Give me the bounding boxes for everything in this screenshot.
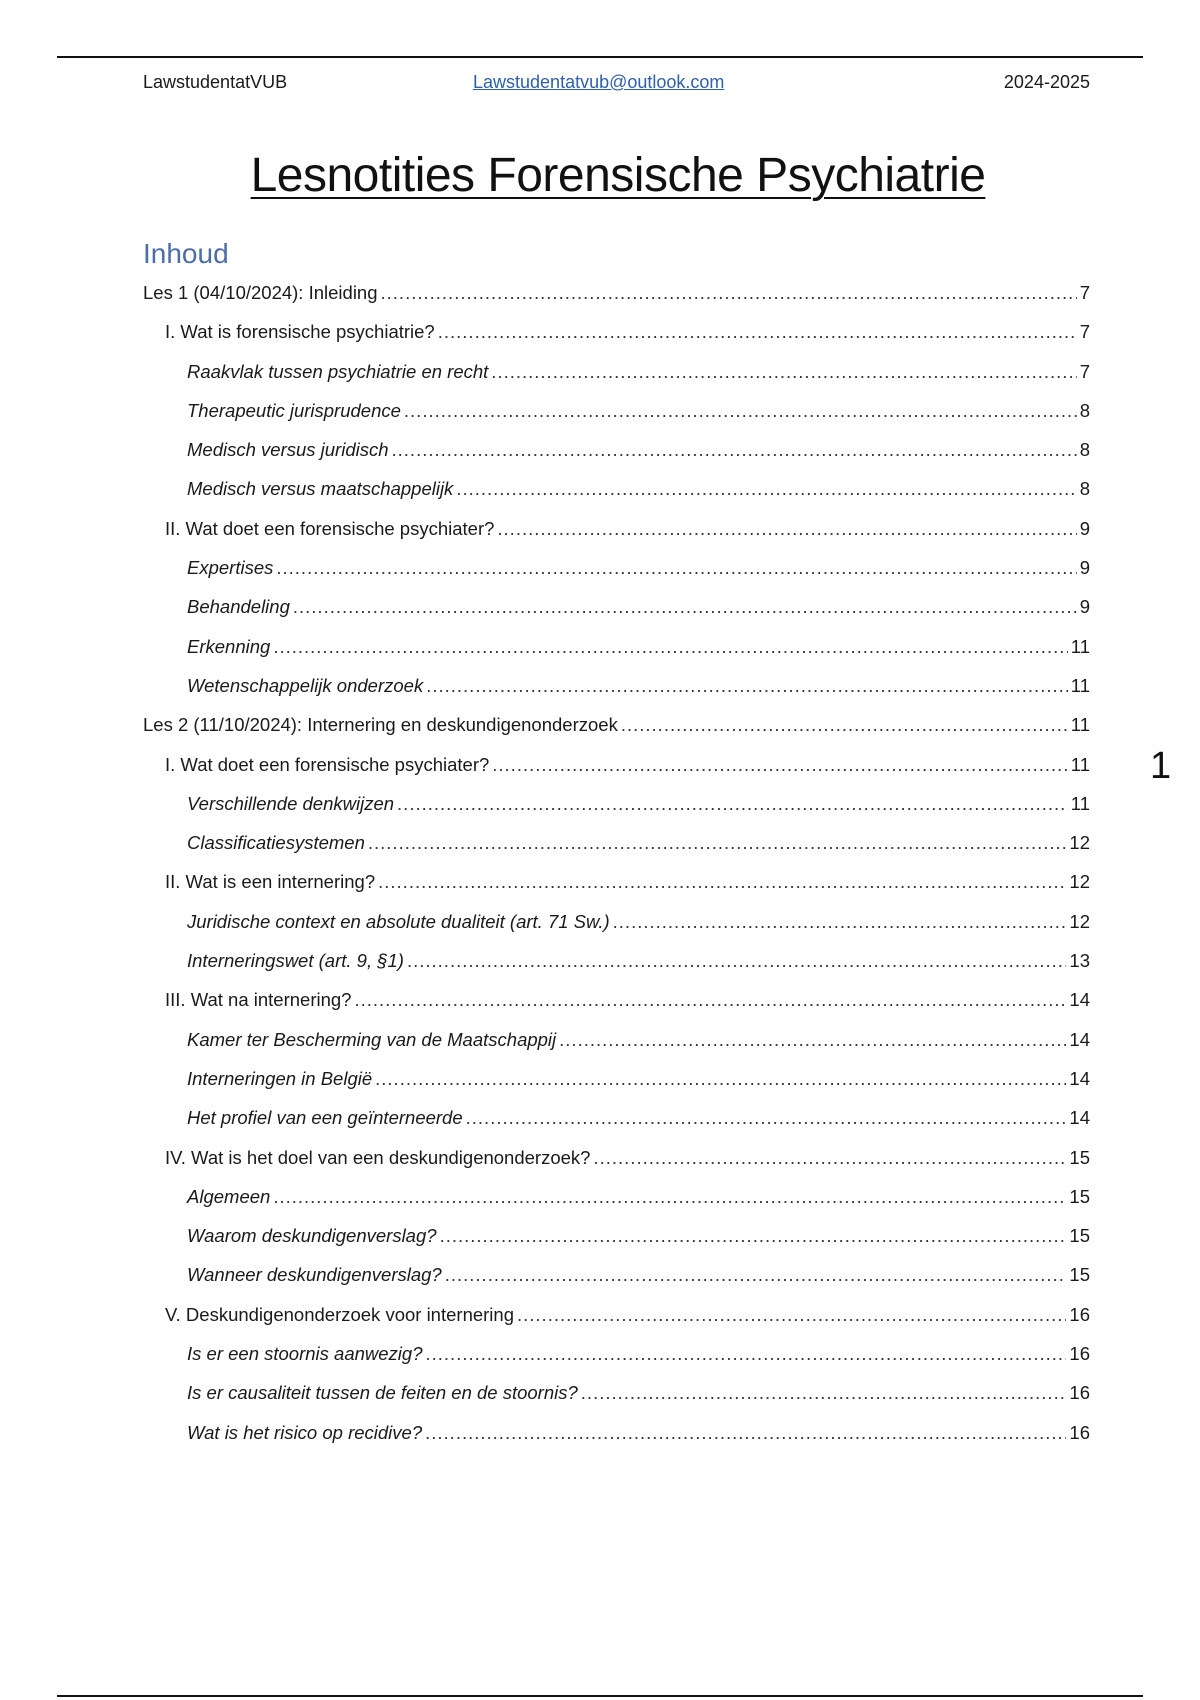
footer-rule	[57, 1695, 1143, 1697]
toc-entry-page: 12	[1069, 832, 1090, 854]
toc-leader-dots	[276, 548, 1076, 587]
toc-entry-page: 8	[1079, 399, 1090, 421]
toc-entry-label: Algemeen	[187, 1185, 271, 1207]
toc-leader-dots	[378, 862, 1066, 901]
toc-entry-label: Interneringen in België	[187, 1067, 373, 1089]
page-header	[143, 72, 1090, 98]
toc-entry-page: 7	[1079, 321, 1090, 343]
toc-leader-dots	[559, 1020, 1066, 1059]
toc-leader-dots	[354, 980, 1066, 1019]
toc-entry-page: 11	[1070, 792, 1090, 814]
toc-leader-dots	[440, 1216, 1067, 1255]
toc-leader-dots	[375, 1059, 1066, 1098]
toc-entry-label: Verschillende denkwijzen	[187, 792, 395, 814]
toc-entry[interactable]	[143, 312, 1090, 351]
toc-leader-dots	[581, 1373, 1067, 1412]
toc-entry[interactable]	[143, 548, 1090, 587]
toc-leader-dots	[426, 1334, 1067, 1373]
toc-entry-label: I. Wat doet een forensische psychiater?	[165, 753, 490, 775]
toc-leader-dots	[456, 469, 1076, 508]
header-year: 2024-2025	[1003, 72, 1090, 92]
toc-entry-label: Is er een stoornis aanwezig?	[187, 1343, 423, 1365]
toc-entry-page: 8	[1079, 439, 1090, 461]
toc-entry-label: Medisch versus maatschappelijk	[187, 478, 454, 500]
toc-entry-label: Medisch versus juridisch	[187, 439, 389, 461]
toc-entry-page: 8	[1079, 478, 1090, 500]
toc-leader-dots	[426, 666, 1068, 705]
toc-entry-label: Waarom deskundigenverslag?	[187, 1225, 437, 1247]
toc-entry-label: Kamer ter Bescherming van de Maatschappij	[187, 1028, 557, 1050]
toc-leader-dots	[593, 1138, 1066, 1177]
header-author: LawstudentatVUB	[143, 72, 288, 92]
header-email-link[interactable]: Lawstudentatvub@outlook.com	[473, 72, 725, 92]
toc-entry-label: Raakvlak tussen psychiatrie en recht	[187, 360, 489, 382]
toc-leader-dots	[425, 1413, 1066, 1452]
toc-entry-label: Behandeling	[187, 596, 290, 618]
toc-entry-page: 16	[1069, 1303, 1090, 1325]
toc-entry-page: 15	[1069, 1264, 1090, 1286]
toc-leader-dots	[404, 391, 1077, 430]
toc-entry[interactable]	[143, 430, 1090, 469]
toc-entry-label: I. Wat is forensische psychiatrie?	[165, 321, 435, 343]
toc-leader-dots	[397, 784, 1068, 823]
toc-entry[interactable]	[143, 705, 1090, 744]
toc-entry-page: 12	[1069, 871, 1090, 893]
toc-entry-label: Les 1 (04/10/2024): Inleiding	[143, 282, 378, 303]
toc-heading: Inhoud	[143, 238, 229, 269]
toc-entry[interactable]	[143, 352, 1090, 391]
toc-entry[interactable]	[143, 823, 1090, 862]
toc-leader-dots	[491, 352, 1076, 391]
toc-entry[interactable]	[143, 627, 1090, 666]
toc-entry-label: Interneringswet (art. 9, §1)	[187, 950, 404, 972]
toc-entry-page: 16	[1069, 1343, 1090, 1365]
toc-entry-page: 15	[1069, 1146, 1090, 1168]
toc-entry[interactable]	[143, 941, 1090, 980]
toc-leader-dots	[517, 1295, 1066, 1334]
toc-entry-page: 13	[1069, 950, 1090, 972]
toc-entry-label: Classificatiesystemen	[187, 832, 365, 854]
toc-leader-dots	[621, 705, 1068, 744]
toc-leader-dots	[273, 627, 1067, 666]
toc-entry-page: 11	[1070, 674, 1090, 696]
header-rule	[57, 56, 1143, 58]
toc-entry-label: Juridische context en absolute dualiteit (art. 71 Sw.)	[187, 910, 610, 932]
toc-entry[interactable]	[143, 862, 1090, 901]
toc-entry-label: Wanneer deskundigenverslag?	[187, 1264, 442, 1286]
toc-leader-dots	[381, 273, 1077, 312]
toc-entry-page: 14	[1069, 1067, 1090, 1089]
toc-entry-label: Het profiel van een geïnterneerde	[187, 1107, 463, 1129]
toc-entry-label: Wat is het risico op recidive?	[187, 1421, 423, 1443]
toc-leader-dots	[407, 941, 1066, 980]
toc-entry-page: 15	[1069, 1185, 1090, 1207]
toc-entry[interactable]	[143, 1295, 1090, 1334]
toc-entry-label: III. Wat na internering?	[165, 989, 352, 1011]
toc-entry-page: 12	[1069, 910, 1090, 932]
toc-entry-label: Les 2 (11/10/2024): Internering en deskundigenonderzoek	[143, 714, 618, 736]
toc-leader-dots	[273, 1177, 1066, 1216]
toc-entry-label: V. Deskundigenonderzoek voor internering	[165, 1303, 514, 1325]
table-of-contents	[143, 273, 1090, 1452]
toc-leader-dots	[293, 587, 1077, 626]
toc-entry[interactable]	[143, 273, 1090, 312]
toc-entry[interactable]	[143, 1373, 1090, 1412]
toc-entry-page: 15	[1069, 1225, 1090, 1247]
toc-entry[interactable]	[143, 391, 1090, 430]
toc-entry[interactable]	[143, 1216, 1090, 1255]
toc-entry-page: 11	[1070, 753, 1090, 775]
toc-leader-dots	[466, 1098, 1067, 1137]
toc-entry-page: 9	[1079, 517, 1090, 539]
toc-entry-label: IV. Wat is het doel van een deskundigenonderzoek?	[165, 1146, 591, 1168]
toc-leader-dots	[392, 430, 1077, 469]
toc-entry-page: 16	[1069, 1421, 1090, 1443]
toc-entry[interactable]	[143, 1255, 1090, 1294]
toc-leader-dots	[438, 312, 1077, 351]
toc-entry-page: 9	[1079, 557, 1090, 579]
toc-entry-page: 16	[1069, 1382, 1090, 1404]
toc-entry[interactable]	[143, 666, 1090, 705]
toc-leader-dots	[492, 745, 1068, 784]
toc-entry[interactable]	[143, 1138, 1090, 1177]
toc-entry[interactable]	[143, 469, 1090, 508]
toc-entry-page: 11	[1070, 635, 1090, 657]
toc-entry-label: II. Wat is een internering?	[165, 871, 376, 893]
toc-entry-label: Expertises	[187, 557, 274, 579]
toc-entry[interactable]	[143, 587, 1090, 626]
toc-entry-page: 9	[1079, 596, 1090, 618]
toc-entry-page: 14	[1069, 989, 1090, 1011]
toc-leader-dots	[497, 509, 1076, 548]
toc-entry-label: Is er causaliteit tussen de feiten en de stoornis?	[187, 1382, 578, 1404]
toc-leader-dots	[445, 1255, 1067, 1294]
toc-entry[interactable]	[143, 1177, 1090, 1216]
toc-entry[interactable]	[143, 1334, 1090, 1373]
toc-entry-page: 7	[1079, 282, 1090, 303]
toc-entry-page: 7	[1079, 360, 1090, 382]
toc-entry-page: 14	[1069, 1028, 1090, 1050]
toc-entry-page: 14	[1069, 1107, 1090, 1129]
toc-entry-label: II. Wat doet een forensische psychiater?	[165, 517, 495, 539]
toc-entry[interactable]	[143, 509, 1090, 548]
toc-entry[interactable]	[143, 1413, 1090, 1452]
toc-entry-label: Erkenning	[187, 635, 271, 657]
toc-entry-page: 11	[1070, 714, 1090, 736]
toc-entry[interactable]	[143, 980, 1090, 1019]
toc-entry[interactable]	[143, 784, 1090, 823]
toc-entry-label: Wetenschappelijk onderzoek	[187, 674, 424, 696]
toc-leader-dots	[368, 823, 1067, 862]
toc-entry[interactable]	[143, 902, 1090, 941]
toc-entry[interactable]	[143, 1059, 1090, 1098]
toc-entry[interactable]	[143, 745, 1090, 784]
toc-entry[interactable]	[143, 1098, 1090, 1137]
document-title: Lesnotities Forensische Psychiatrie	[250, 149, 986, 202]
toc-entry[interactable]	[143, 1020, 1090, 1059]
toc-entry-label: Therapeutic jurisprudence	[187, 399, 401, 421]
page-number: 1	[1150, 745, 1172, 787]
toc-leader-dots	[613, 902, 1067, 941]
